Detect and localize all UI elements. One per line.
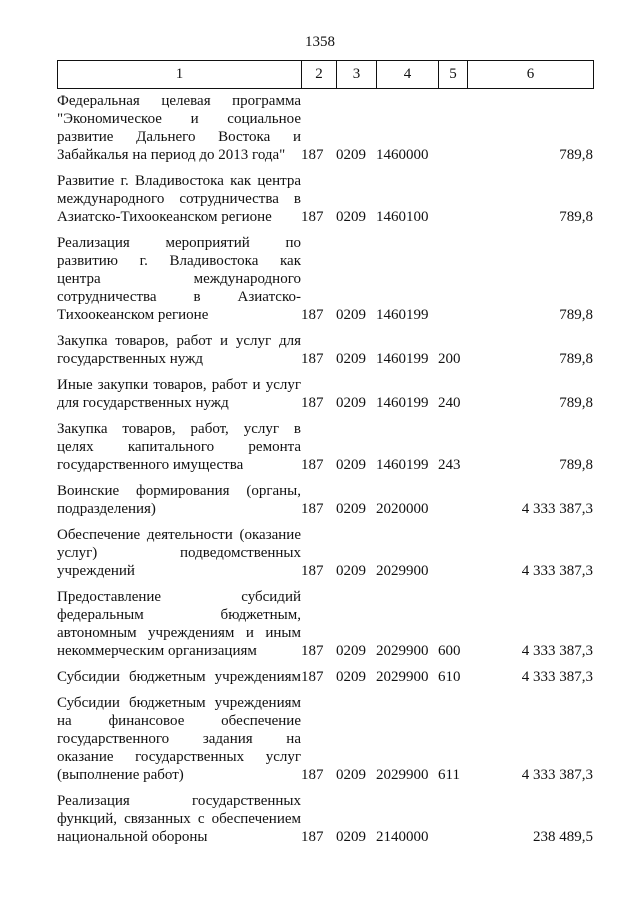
code-section: 0209 bbox=[336, 767, 366, 783]
description-line: развитию г. Владивостока как bbox=[57, 253, 301, 269]
row-description bbox=[57, 584, 301, 664]
description-line: Тихоокеанском регионе bbox=[57, 307, 209, 323]
amount: 789,8 bbox=[559, 147, 593, 163]
code-section: 0209 bbox=[336, 829, 366, 845]
code-section: 0209 bbox=[336, 351, 366, 367]
amount: 4 333 387,3 bbox=[521, 669, 593, 685]
code-section: 0209 bbox=[336, 643, 366, 659]
code-expense-type bbox=[438, 478, 467, 522]
row-description bbox=[57, 168, 301, 230]
description-line: функций, связанных с обеспечением bbox=[57, 811, 301, 827]
code-ministry: 187 bbox=[301, 563, 324, 579]
row-description bbox=[57, 328, 301, 372]
description-line: Иные закупки товаров, работ и услуг bbox=[57, 377, 301, 393]
code-target: 1460100 bbox=[376, 209, 429, 225]
description-line: Забайкалья на период до 2013 года" bbox=[57, 147, 286, 163]
table-row bbox=[57, 230, 593, 328]
code-target: 2029900 bbox=[376, 563, 429, 579]
code-target: 1460199 bbox=[376, 351, 429, 367]
code-target: 2029900 bbox=[376, 643, 429, 659]
code-ministry: 187 bbox=[301, 307, 324, 323]
description-line: международного сотрудничества в bbox=[57, 191, 301, 207]
row-description bbox=[57, 690, 301, 788]
column-header-table bbox=[57, 60, 594, 89]
table-row bbox=[57, 584, 593, 664]
description-line: национальной обороны bbox=[57, 829, 208, 845]
code-expense-type: 600 bbox=[438, 643, 461, 659]
column-header-3: 3 bbox=[337, 61, 377, 89]
code-target: 2029900 bbox=[376, 669, 429, 685]
column-header-row bbox=[58, 61, 594, 89]
description-line: на финансовое обеспечение bbox=[57, 713, 301, 729]
code-section: 0209 bbox=[336, 395, 366, 411]
code-ministry: 187 bbox=[301, 457, 324, 473]
table-row bbox=[57, 664, 593, 690]
code-expense-type bbox=[438, 230, 467, 328]
code-target: 2029900 bbox=[376, 767, 429, 783]
column-header-5: 5 bbox=[439, 61, 468, 89]
table-row bbox=[57, 328, 593, 372]
amount: 789,8 bbox=[559, 209, 593, 225]
code-target: 1460199 bbox=[376, 307, 429, 323]
code-section: 0209 bbox=[336, 147, 366, 163]
code-ministry: 187 bbox=[301, 669, 324, 685]
amount: 4 333 387,3 bbox=[521, 563, 593, 579]
code-expense-type: 610 bbox=[438, 669, 461, 685]
code-expense-type: 200 bbox=[438, 351, 461, 367]
description-line: государственных нужд bbox=[57, 351, 204, 367]
table-row bbox=[57, 788, 593, 850]
code-section: 0209 bbox=[336, 563, 366, 579]
code-ministry: 187 bbox=[301, 501, 324, 517]
description-line: оказание государственных услуг bbox=[57, 749, 301, 765]
table-row bbox=[57, 478, 593, 522]
amount: 4 333 387,3 bbox=[521, 767, 593, 783]
amount: 4 333 387,3 bbox=[521, 643, 593, 659]
table-row bbox=[57, 88, 593, 168]
description-line: федеральным бюджетным, bbox=[57, 607, 301, 623]
description-line: Субсидии бюджетным учреждениям bbox=[57, 695, 301, 711]
amount: 4 333 387,3 bbox=[521, 501, 593, 517]
description-line: для государственных нужд bbox=[57, 395, 229, 411]
description-line: Азиатско-Тихоокеанском регионе bbox=[57, 209, 272, 225]
description-line: некоммерческим организациям bbox=[57, 643, 257, 659]
amount: 789,8 bbox=[559, 307, 593, 323]
code-expense-type bbox=[438, 522, 467, 584]
code-ministry: 187 bbox=[301, 643, 324, 659]
description-line: (выполнение работ) bbox=[57, 767, 184, 783]
description-line: сотрудничества в Азиатско- bbox=[57, 289, 301, 305]
row-description bbox=[57, 522, 301, 584]
code-section: 0209 bbox=[336, 307, 366, 323]
row-description bbox=[57, 88, 301, 168]
table-row bbox=[57, 416, 593, 478]
description-line: Реализация государственных bbox=[57, 793, 301, 809]
column-header-1: 1 bbox=[58, 61, 302, 89]
code-section: 0209 bbox=[336, 669, 366, 685]
code-expense-type bbox=[438, 88, 467, 168]
description-line: услуг) подведомственных bbox=[57, 545, 301, 561]
column-header-6: 6 bbox=[468, 61, 594, 89]
code-ministry: 187 bbox=[301, 147, 324, 163]
description-line: государственного имущества bbox=[57, 457, 244, 473]
row-description bbox=[57, 416, 301, 478]
description-line: Реализация мероприятий по bbox=[57, 235, 301, 251]
code-section: 0209 bbox=[336, 457, 366, 473]
code-expense-type bbox=[438, 168, 467, 230]
description-line: Субсидии бюджетным учреждениям bbox=[57, 669, 301, 685]
table-row bbox=[57, 372, 593, 416]
code-expense-type: 243 bbox=[438, 457, 461, 473]
budget-table bbox=[57, 88, 593, 850]
code-ministry: 187 bbox=[301, 829, 324, 845]
table-row bbox=[57, 690, 593, 788]
row-description bbox=[57, 230, 301, 328]
row-description bbox=[57, 664, 301, 690]
description-line: Развитие г. Владивостока как центра bbox=[57, 173, 301, 189]
amount: 789,8 bbox=[559, 395, 593, 411]
code-target: 1460199 bbox=[376, 395, 429, 411]
code-expense-type: 611 bbox=[438, 767, 460, 783]
description-line: центра международного bbox=[57, 271, 301, 287]
table-row bbox=[57, 168, 593, 230]
description-line: целях капитального ремонта bbox=[57, 439, 301, 455]
code-ministry: 187 bbox=[301, 209, 324, 225]
description-line: автономным учреждениям и иным bbox=[57, 625, 301, 641]
code-ministry: 187 bbox=[301, 351, 324, 367]
column-header-2: 2 bbox=[302, 61, 337, 89]
code-section: 0209 bbox=[336, 501, 366, 517]
description-line: "Экономическое и социальное bbox=[57, 111, 301, 127]
amount: 789,8 bbox=[559, 351, 593, 367]
description-line: Воинские формирования (органы, bbox=[57, 483, 301, 499]
description-line: развитие Дальнего Востока и bbox=[57, 129, 301, 145]
description-line: Закупка товаров, работ и услуг для bbox=[57, 333, 301, 349]
row-description bbox=[57, 788, 301, 850]
table-row bbox=[57, 522, 593, 584]
page-number: 1358 bbox=[305, 34, 335, 50]
code-target: 1460000 bbox=[376, 147, 429, 163]
code-target: 2140000 bbox=[376, 829, 429, 845]
amount: 238 489,5 bbox=[533, 829, 593, 845]
code-ministry: 187 bbox=[301, 767, 324, 783]
code-expense-type: 240 bbox=[438, 395, 461, 411]
row-description bbox=[57, 372, 301, 416]
description-line: государственного задания на bbox=[57, 731, 301, 747]
code-expense-type bbox=[438, 788, 467, 850]
description-line: Обеспечение деятельности (оказание bbox=[57, 527, 301, 543]
code-target: 2020000 bbox=[376, 501, 429, 517]
description-line: Предоставление субсидий bbox=[57, 589, 301, 605]
description-line: подразделения) bbox=[57, 501, 156, 517]
code-ministry: 187 bbox=[301, 395, 324, 411]
code-section: 0209 bbox=[336, 209, 366, 225]
row-description bbox=[57, 478, 301, 522]
description-line: Федеральная целевая программа bbox=[57, 93, 301, 109]
code-target: 1460199 bbox=[376, 457, 429, 473]
column-header-4: 4 bbox=[377, 61, 439, 89]
description-line: Закупка товаров, работ, услуг в bbox=[57, 421, 301, 437]
description-line: учреждений bbox=[57, 563, 135, 579]
amount: 789,8 bbox=[559, 457, 593, 473]
